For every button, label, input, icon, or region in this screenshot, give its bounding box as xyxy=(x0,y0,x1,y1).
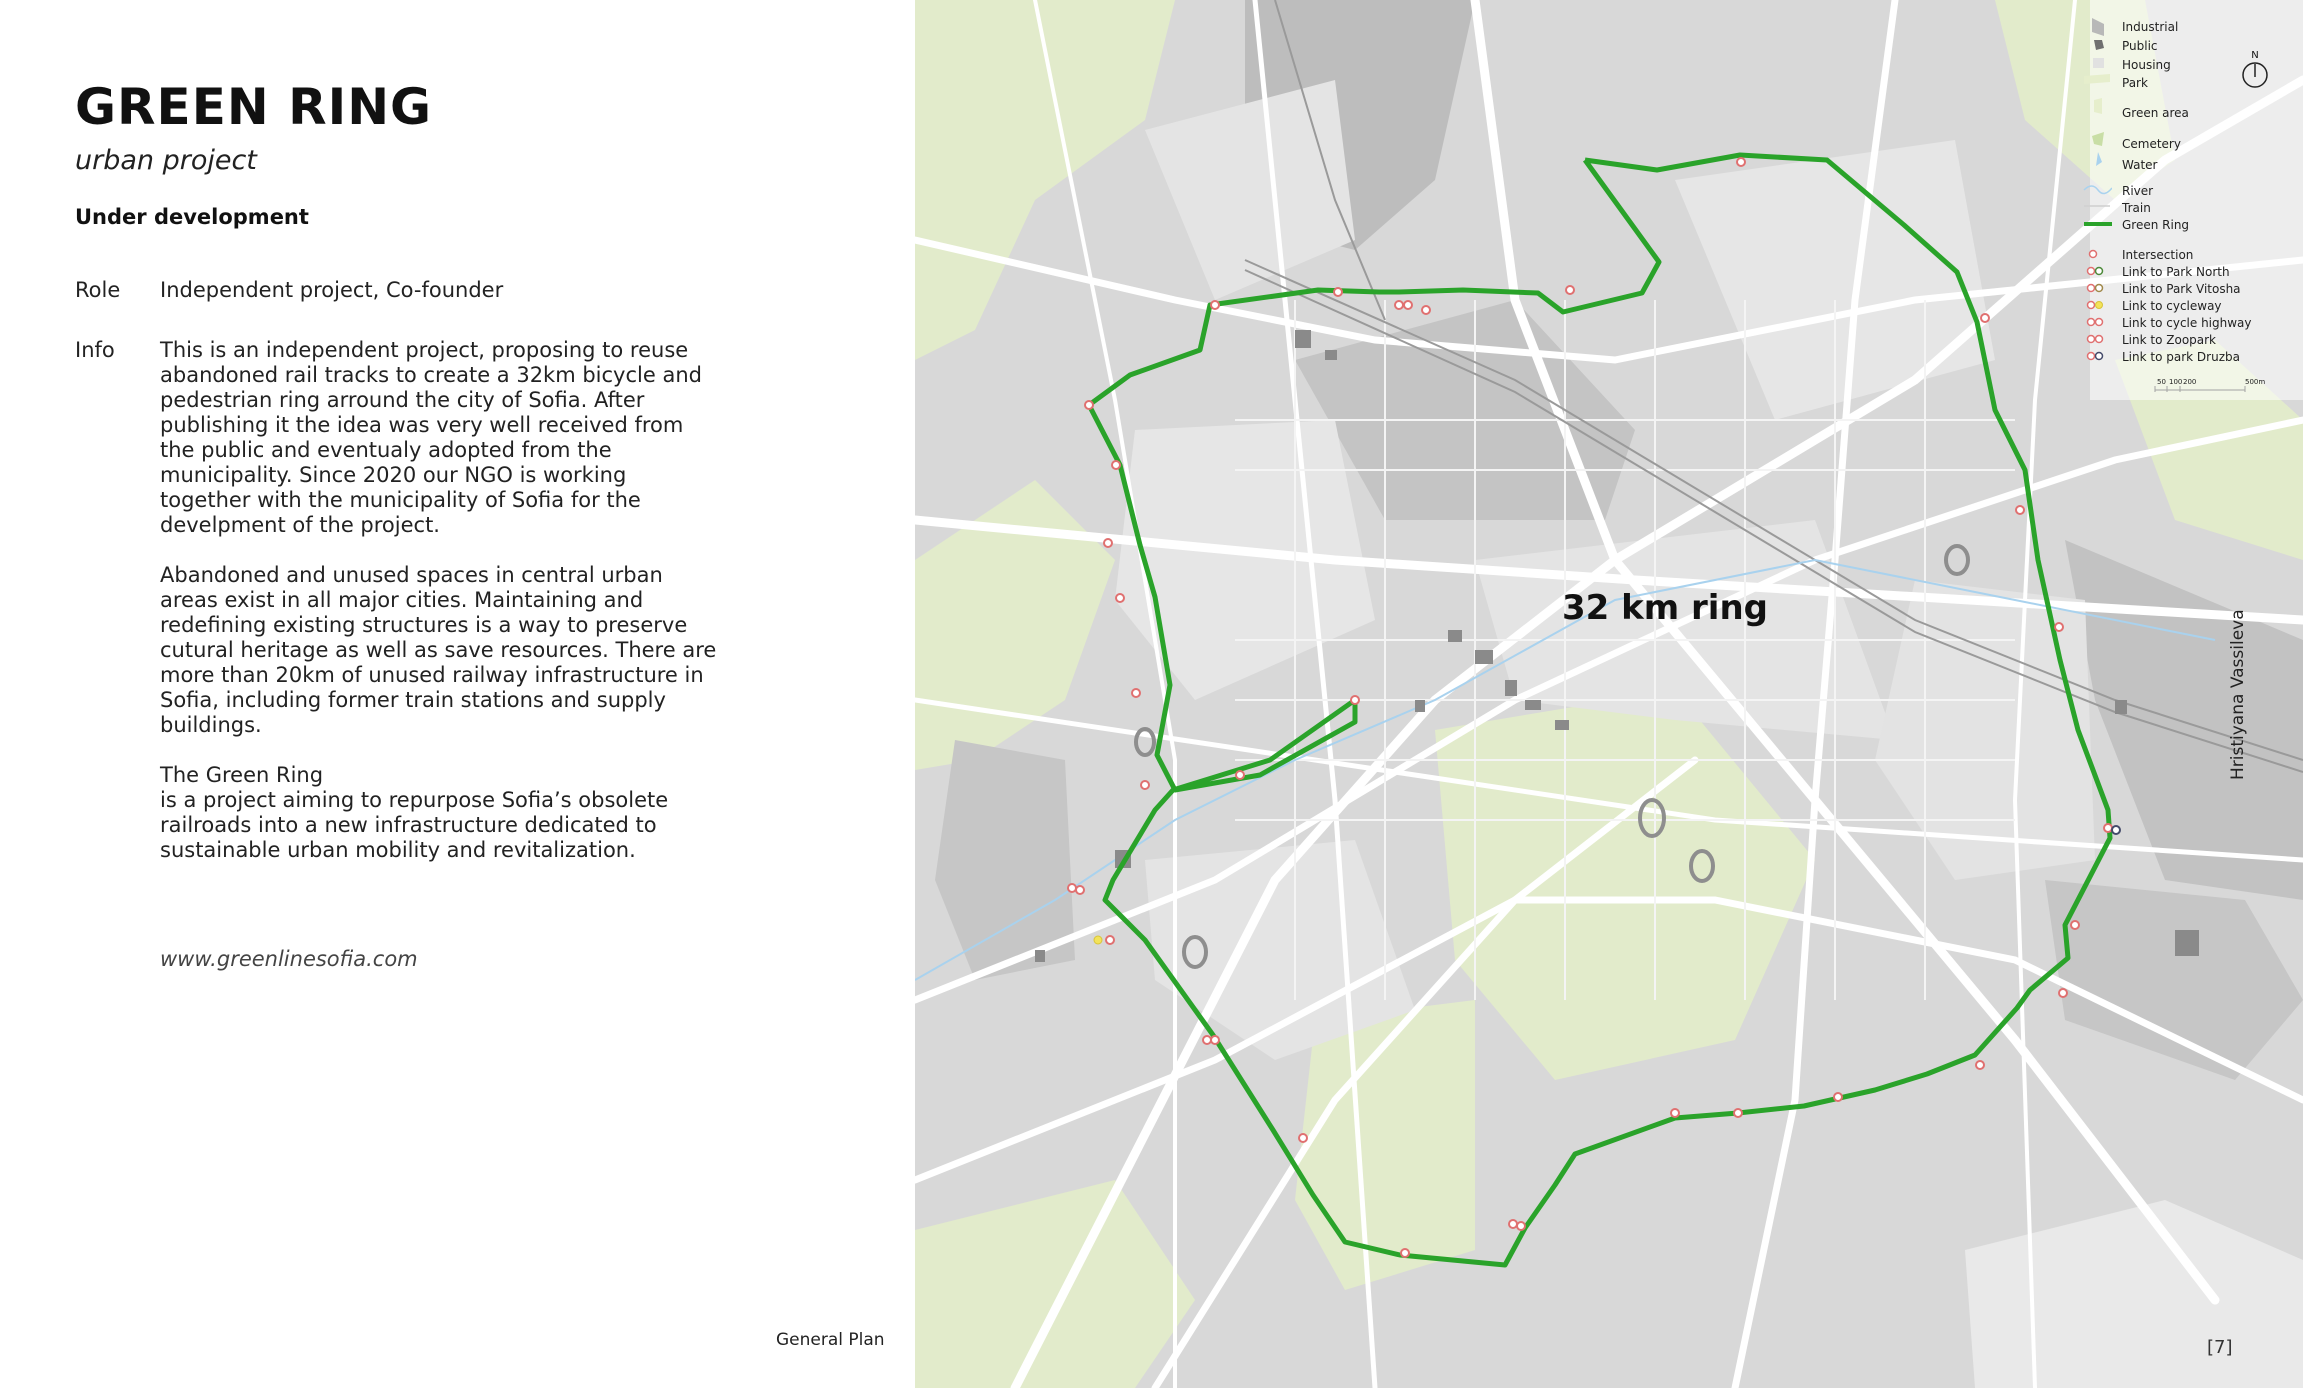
intersection-icon xyxy=(1734,1109,1742,1117)
author-credit: Hristiyana Vassileva xyxy=(2228,609,2248,780)
intersection-icon xyxy=(1104,539,1112,547)
info-label: Info xyxy=(75,338,115,362)
legend-item-link-zoopark: Link to Zoopark xyxy=(2122,333,2217,347)
intersection-icon xyxy=(2016,506,2024,514)
cemetery-icon xyxy=(2092,132,2104,146)
project-subtitle: urban project xyxy=(75,145,257,176)
legend-item-green-area: Green area xyxy=(2122,106,2189,120)
legend-item-water: Water xyxy=(2122,158,2158,172)
legend-item-industrial: Industrial xyxy=(2122,20,2179,34)
intersection-icon xyxy=(1106,936,1114,944)
green-area-icon xyxy=(2094,98,2102,114)
scale-label: 200 xyxy=(2183,378,2197,386)
role-label: Role xyxy=(75,278,121,302)
info-paragraph: The Green Ring is a project aiming to repurpose Sofia’s obsolete railroads into a new infrastructure dedicated to sustainable urban mobility and revitalization. xyxy=(160,763,669,862)
north-arrow xyxy=(2241,50,2269,93)
intersection-icon xyxy=(2059,989,2067,997)
link-cycle-highway-icon xyxy=(2096,319,2103,326)
intersection-icon xyxy=(2055,623,2063,631)
intersection-icon xyxy=(1395,301,1403,309)
intersection-icon xyxy=(1236,771,1244,779)
intersection-icon xyxy=(2090,251,2097,258)
public-icon xyxy=(2094,40,2104,50)
industrial-icon xyxy=(2092,18,2104,36)
scale-label: 100 xyxy=(2169,378,2183,386)
scale-label: 50 xyxy=(2157,378,2166,386)
link-park-druzba-icon xyxy=(2096,353,2103,360)
general-plan-label: General Plan xyxy=(776,1330,885,1350)
intersection-icon xyxy=(2104,824,2112,832)
legend-item-green-ring: Green Ring xyxy=(2122,218,2190,232)
link-park-vitosha-icon xyxy=(2096,285,2103,292)
project-status: Under development xyxy=(75,205,309,229)
legend-item-park: Park xyxy=(2122,76,2148,90)
intersection-icon xyxy=(1299,1134,1307,1142)
intersection-icon xyxy=(1834,1093,1842,1101)
compass-icon xyxy=(2241,61,2269,89)
intersection-icon xyxy=(1116,594,1124,602)
info-paragraph: This is an independent project, proposing to reuse abandoned rail tracks to create a 32km bicycle and pedestrian ring arround the city of Sofia. After publishing it the idea was very well received from the public and eventualy adopted from the municipality. Since 2020 our NGO is working together with the municipality of Sofia for the develpment of the project. xyxy=(160,338,702,537)
legend-item-link-cycle-highway: Link to cycle highway xyxy=(2122,316,2252,330)
intersection-icon xyxy=(1141,781,1149,789)
project-title: GREEN RING xyxy=(75,78,433,136)
park-icon xyxy=(2084,74,2110,84)
intersection-icon xyxy=(1517,1222,1525,1230)
north-label: N xyxy=(2251,50,2259,61)
river-icon xyxy=(2084,186,2112,194)
intersection-icon xyxy=(1112,461,1120,469)
intersection-icon xyxy=(1203,1036,1211,1044)
intersection-icon xyxy=(1404,301,1412,309)
legend-symbols xyxy=(2082,18,2112,398)
intersection-icon xyxy=(1132,689,1140,697)
intersection-icon xyxy=(1976,1061,1984,1069)
intersection-icon xyxy=(1737,158,1745,166)
ring-length-label: 32 km ring xyxy=(1562,588,1768,628)
legend-item-cemetery: Cemetery xyxy=(2122,137,2181,151)
intersection-icon xyxy=(1068,884,1076,892)
intersection-icon xyxy=(1509,1220,1517,1228)
legend-item-train: Train xyxy=(2122,201,2151,215)
intersection-icon xyxy=(1211,301,1219,309)
housing-icon xyxy=(2093,58,2104,68)
legend-item-river: River xyxy=(2122,184,2154,198)
legend-item-intersection: Intersection xyxy=(2122,248,2194,262)
intersection-icon xyxy=(1085,401,1093,409)
link-zoopark-icon xyxy=(2096,336,2103,343)
page-number: [7] xyxy=(2207,1337,2233,1358)
info-text xyxy=(160,338,720,888)
project-panel xyxy=(0,0,915,1388)
legend-item-link-park-druzba: Link to park Druzba xyxy=(2122,350,2240,364)
intersection-icon xyxy=(1076,886,1084,894)
legend-item-public: Public xyxy=(2122,39,2158,53)
link-cycleway-icon xyxy=(2096,302,2103,309)
scale-label: 500m xyxy=(2245,378,2266,386)
intersection-icon xyxy=(1566,286,1574,294)
legend-item-link-cycleway: Link to cycleway xyxy=(2122,299,2222,313)
intersection-icon xyxy=(1351,696,1359,704)
legend-item-link-park-vitosha: Link to Park Vitosha xyxy=(2122,282,2241,296)
legend-item-housing: Housing xyxy=(2122,58,2171,72)
intersection-icon xyxy=(1334,288,1342,296)
intersection-icon xyxy=(1401,1249,1409,1257)
role-value: Independent project, Co-founder xyxy=(160,278,504,302)
intersection-icon xyxy=(1422,306,1430,314)
intersection-icon xyxy=(1211,1036,1219,1044)
intersection-icon xyxy=(2071,921,2079,929)
legend-item-link-park-north: Link to Park North xyxy=(2122,265,2230,279)
intersection-icon xyxy=(1671,1109,1679,1117)
link-park-north-icon xyxy=(2096,268,2103,275)
link-park-druzba-marker xyxy=(2112,826,2120,834)
link-cycleway-marker xyxy=(1094,936,1102,944)
info-paragraph: Abandoned and unused spaces in central urban areas exist in all major cities. Maintaining and redefining existing structures is a way to preserve cutural heritage as well as save resources. There are more than 20km of unused railway infrastructure in Sofia, including former train stations and supply buildings. xyxy=(160,563,717,737)
water-icon xyxy=(2096,152,2102,166)
website-link[interactable]: www.greenlinesofia.com xyxy=(160,947,418,971)
intersection-icon xyxy=(1981,314,1989,322)
